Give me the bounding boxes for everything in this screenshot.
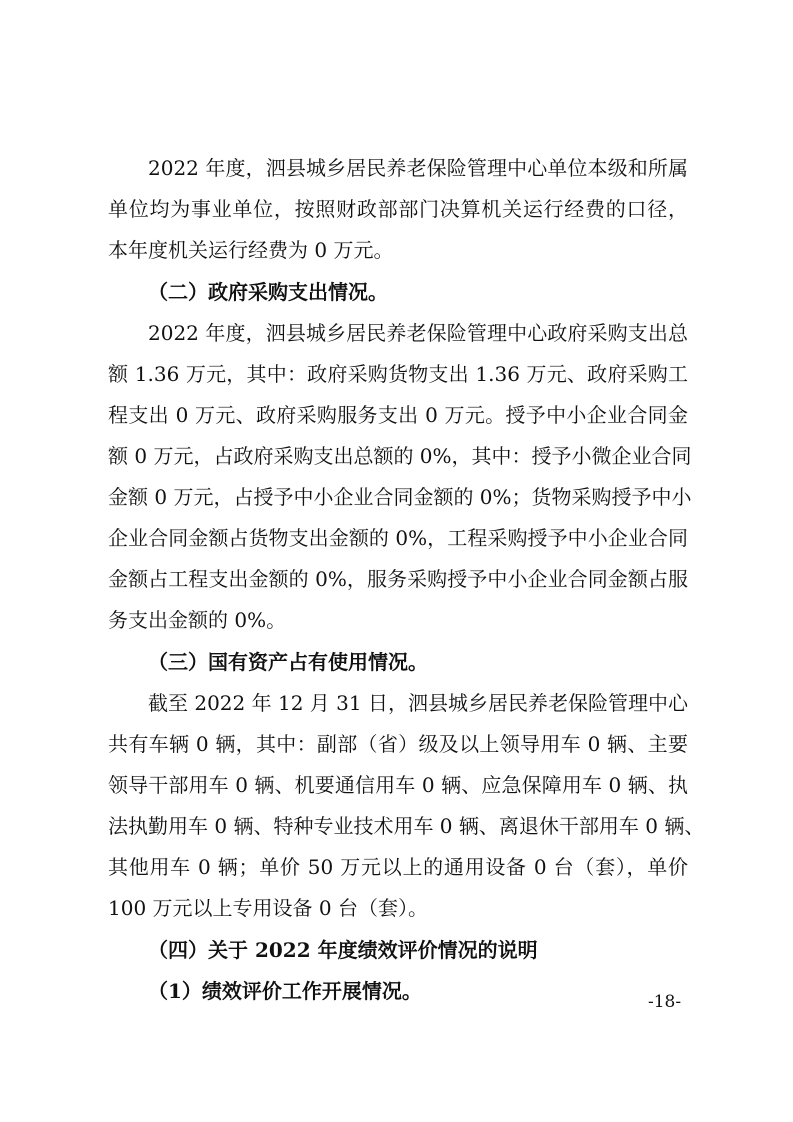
paragraph-line: 企业合同金额占货物支出金额的 0%，工程采购授予中小企业合同 bbox=[108, 526, 688, 550]
paragraph-line: 法执勤用车 0 辆、特种专业技术用车 0 辆、离退休干部用车 0 辆、 bbox=[108, 814, 705, 838]
paragraph-line: 本年度机关运行经费为 0 万元。 bbox=[108, 238, 394, 262]
paragraph-line: 金额占工程支出金额的 0%，服务采购授予中小企业合同金额占服 bbox=[108, 567, 688, 591]
paragraph-line: 领导干部用车 0 辆、机要通信用车 0 辆、应急保障用车 0 辆、执 bbox=[108, 773, 688, 797]
section-heading: （二）政府采购支出情况。 bbox=[148, 280, 388, 304]
paragraph-line: 2022 年度，泗县城乡居民养老保险管理中心政府采购支出总 bbox=[148, 321, 688, 345]
paragraph-line: 单位均为事业单位，按照财政部部门决算机关运行经费的口径， bbox=[108, 197, 688, 221]
paragraph-line: 程支出 0 万元、政府采购服务支出 0 万元。授予中小企业合同金 bbox=[108, 403, 688, 427]
paragraph-line: 共有车辆 0 辆，其中：副部（省）级及以上领导用车 0 辆、主要 bbox=[108, 732, 688, 756]
paragraph-line: 2022 年度，泗县城乡居民养老保险管理中心单位本级和所属 bbox=[148, 156, 688, 180]
paragraph-line: 100 万元以上专用设备 0 台（套）。 bbox=[108, 896, 428, 920]
page-number: -18- bbox=[648, 992, 682, 1012]
paragraph-line: 额 0 万元，占政府采购支出总额的 0%，其中：授予小微企业合同 bbox=[108, 444, 692, 468]
paragraph-line: 务支出金额的 0%。 bbox=[108, 608, 287, 632]
subsection-heading: （1）绩效评价工作开展情况。 bbox=[148, 979, 422, 1003]
paragraph-line: 其他用车 0 辆；单价 50 万元以上的通用设备 0 台（套），单价 bbox=[108, 855, 688, 879]
paragraph-line: 截至 2022 年 12 月 31 日，泗县城乡居民养老保险管理中心 bbox=[148, 691, 688, 715]
paragraph-line: 金额 0 万元，占授予中小企业合同金额的 0%；货物采购授予中小 bbox=[108, 485, 692, 509]
paragraph-line: 额 1.36 万元，其中：政府采购货物支出 1.36 万元、政府采购工 bbox=[108, 362, 688, 386]
section-heading: （三）国有资产占有使用情况。 bbox=[148, 650, 428, 674]
section-heading: （四）关于 2022 年度绩效评价情况的说明 bbox=[148, 938, 538, 962]
